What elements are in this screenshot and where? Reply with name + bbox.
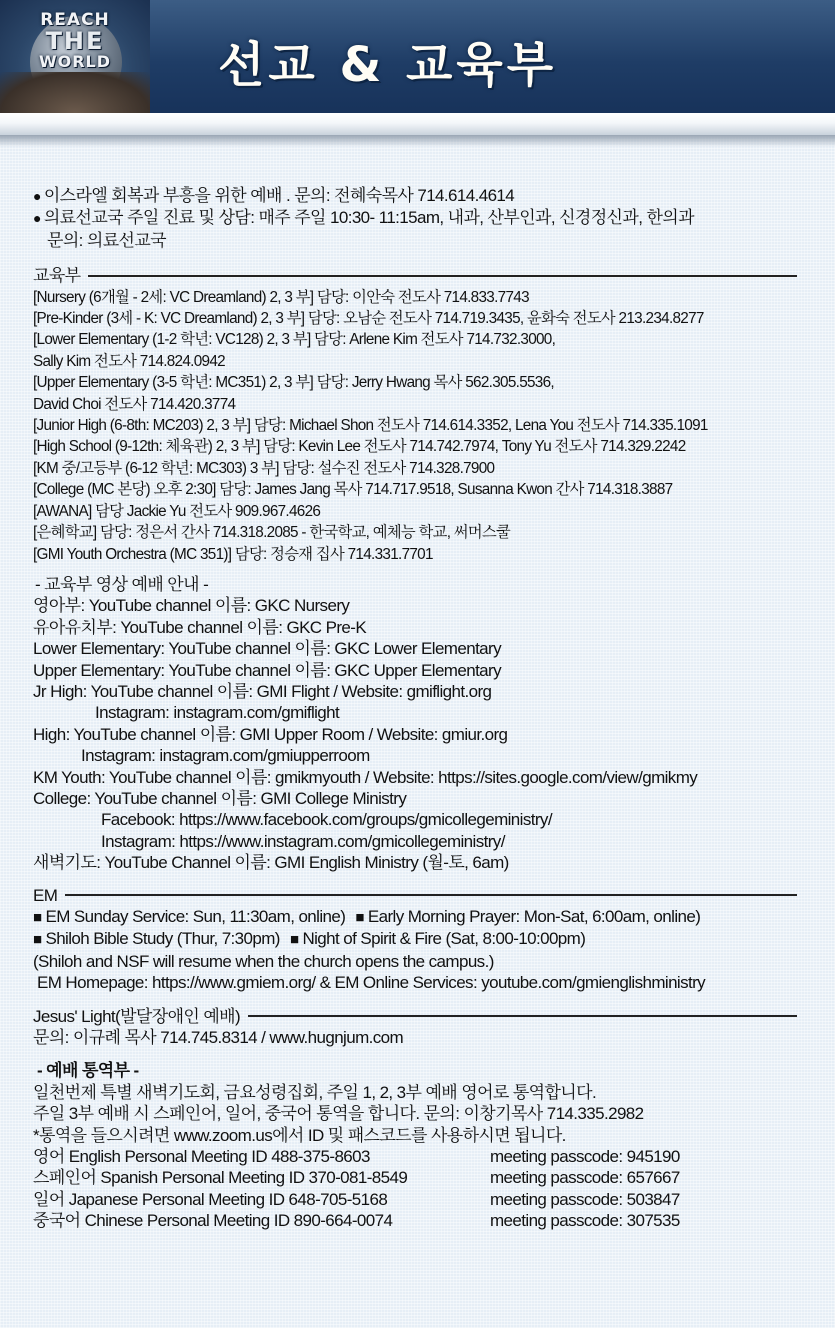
- education-row: [은혜학교] 담당: 정은서 간사 714.318.2085 - 한국학교, 예체능 학교, 써머스쿨: [33, 524, 511, 542]
- em-services-line-2: ■ Shiloh Bible Study (Thur, 7:30pm) ■ Night of Spirit & Fire (Sat, 8:00-10:00pm): [33, 929, 586, 949]
- education-row: [Junior High (6-8th: MC203) 2, 3 부] 담당: Michael Shon 전도사 714.614.3352, Lena You 전도사 714.335.1091: [33, 417, 708, 435]
- video-lower: Lower Elementary: YouTube channel 이름: GKC Lower Elementary: [33, 639, 502, 659]
- education-heading: 교육부: [33, 265, 803, 286]
- interpretation-line: *통역을 들으시려면 www.zoom.us에서 ID 및 패스코드를 사용하시면 됩니다.: [33, 1125, 566, 1145]
- video-high: High: YouTube channel 이름: GMI Upper Room / Website: gmiur.org: [33, 724, 508, 744]
- logo-line-2: THE: [45, 27, 105, 55]
- interpretation-line: 일천번제 특별 새벽기도회, 금요성령집회, 주일 1, 2, 3부 예배 영어로 통역합니다.: [33, 1082, 597, 1102]
- video-dawn-prayer: 새벽기도: YouTube Channel 이름: GMI English Ministry (월-토, 6am): [33, 853, 509, 873]
- video-college-instagram: Instagram: https://www.instagram.com/gmicollegeministry/: [101, 831, 505, 851]
- em-heading: EM: [33, 885, 803, 906]
- em-note: (Shiloh and NSF will resume when the church opens the campus.): [33, 951, 494, 971]
- square-bullet-icon: ■: [355, 909, 364, 926]
- mission-item: ● 의료선교국 주일 진료 및 상담: 매주 주일 10:30- 11:15am, 내과, 산부인과, 신경정신과, 한의과: [33, 208, 694, 228]
- education-row: [Pre-Kinder (3세 - K: VC Dreamland) 2, 3 부] 담당: 오남순 전도사 714.719.3435, 윤화숙 전도사 213.234.8277: [33, 310, 704, 328]
- meeting-row: 스페인어 Spanish Personal Meeting ID 370-081-8549 meeting passcode: 657667: [33, 1168, 680, 1188]
- reach-the-world-logo: [0, 0, 150, 113]
- video-heading: - 교육부 영상 예배 안내 -: [35, 574, 209, 594]
- education-row: [KM 중/고등부 (6-12 학년: MC303) 3 부] 담당: 설수진 전도사 714.328.7900: [33, 459, 495, 477]
- divider: [248, 1015, 797, 1017]
- video-college: College: YouTube channel 이름: GMI College Ministry: [33, 788, 407, 808]
- logo-line-1: REACH: [40, 10, 110, 30]
- video-prek: 유아유치부: YouTube channel 이름: GKC Pre-K: [33, 617, 367, 637]
- jesus-light-heading: Jesus' Light(발달장애인 예배): [33, 1006, 803, 1027]
- education-row: David Choi 전도사 714.420.3774: [33, 395, 236, 413]
- education-row: [Upper Elementary (3-5 학년: MC351) 2, 3 부] 담당: Jerry Hwang 목사 562.305.5536,: [33, 374, 554, 392]
- divider: [88, 275, 797, 277]
- meeting-row: 중국어 Chinese Personal Meeting ID 890-664-0074 meeting passcode: 307535: [33, 1211, 680, 1231]
- education-row: [College (MC 본당) 오후 2:30] 담당: James Jang 목사 714.717.9518, Susanna Kwon 간사 714.318.3887: [33, 481, 673, 499]
- page-title: 선교 & 교육부: [218, 37, 558, 93]
- mission-contact: 문의: 의료선교국: [47, 230, 167, 250]
- header-band: [0, 113, 835, 135]
- divider: [65, 894, 797, 896]
- bullet-icon: ●: [33, 188, 41, 204]
- video-jrhigh-instagram: Instagram: instagram.com/gmiflight: [95, 703, 340, 723]
- video-upper: Upper Elementary: YouTube channel 이름: GKC Upper Elementary: [33, 660, 502, 680]
- education-row: [High School (9-12th: 체육관) 2, 3 부] 담당: Kevin Lee 전도사 714.742.7974, Tony Yu 전도사 714.329.2242: [33, 438, 686, 456]
- square-bullet-icon: ■: [33, 909, 42, 926]
- interpretation-line: 주일 3부 예배 시 스페인어, 일어, 중국어 통역을 합니다. 문의: 이창기목사 714.335.2982: [33, 1104, 644, 1124]
- jesus-light-contact: 문의: 이규례 목사 714.745.8314 / www.hugnjum.com: [33, 1028, 404, 1048]
- logo-line-3: WORLD: [38, 52, 112, 71]
- em-services-line-1: ■ EM Sunday Service: Sun, 11:30am, online) ■ Early Morning Prayer: Mon-Sat, 6:00am, online): [33, 907, 701, 926]
- video-km: KM Youth: YouTube channel 이름: gmikmyouth / Website: https://sites.google.com/view/gmikmy: [33, 767, 698, 787]
- bullet-icon: ●: [33, 210, 41, 227]
- video-college-facebook: Facebook: https://www.facebook.com/groups/gmicollegeministry/: [101, 810, 552, 830]
- meeting-row: 영어 English Personal Meeting ID 488-375-8603 meeting passcode: 945190: [33, 1147, 680, 1167]
- square-bullet-icon: ■: [33, 931, 42, 949]
- education-row: [Nursery (6개월 - 2세: VC Dreamland) 2, 3 부] 담당: 이안숙 전도사 714.833.7743: [33, 288, 529, 306]
- hands-icon: [0, 72, 150, 113]
- em-homepage: EM Homepage: https://www.gmiem.org/ & EM Online Services: youtube.com/gmienglishministry: [37, 973, 706, 993]
- mission-item: ● 이스라엘 회복과 부흥을 위한 예배 . 문의: 전혜숙목사 714.614.4614: [33, 186, 515, 205]
- video-nursery: 영아부: YouTube channel 이름: GKC Nursery: [33, 596, 350, 616]
- interpretation-heading: - 예배 통역부 -: [37, 1061, 139, 1081]
- education-row: [Lower Elementary (1-2 학년: VC128) 2, 3 부] 담당: Arlene Kim 전도사 714.732.3000,: [33, 331, 556, 349]
- header-shadow: [0, 135, 835, 147]
- education-row: [AWANA] 담당 Jackie Yu 전도사 909.967.4626: [33, 502, 321, 520]
- education-row: Sally Kim 전도사 714.824.0942: [33, 352, 225, 370]
- meeting-row: 일어 Japanese Personal Meeting ID 648-705-5168 meeting passcode: 503847: [33, 1189, 680, 1209]
- bulletin-content: [33, 185, 803, 1232]
- education-row: [GMI Youth Orchestra (MC 351)] 담당: 정승재 집사 714.331.7701: [33, 545, 433, 563]
- square-bullet-icon: ■: [289, 931, 299, 949]
- video-high-instagram: Instagram: instagram.com/gmiupperroom: [81, 746, 370, 766]
- education-list: [33, 287, 803, 565]
- video-jrhigh: Jr High: YouTube channel 이름: GMI Flight / Website: gmiflight.org: [33, 681, 492, 701]
